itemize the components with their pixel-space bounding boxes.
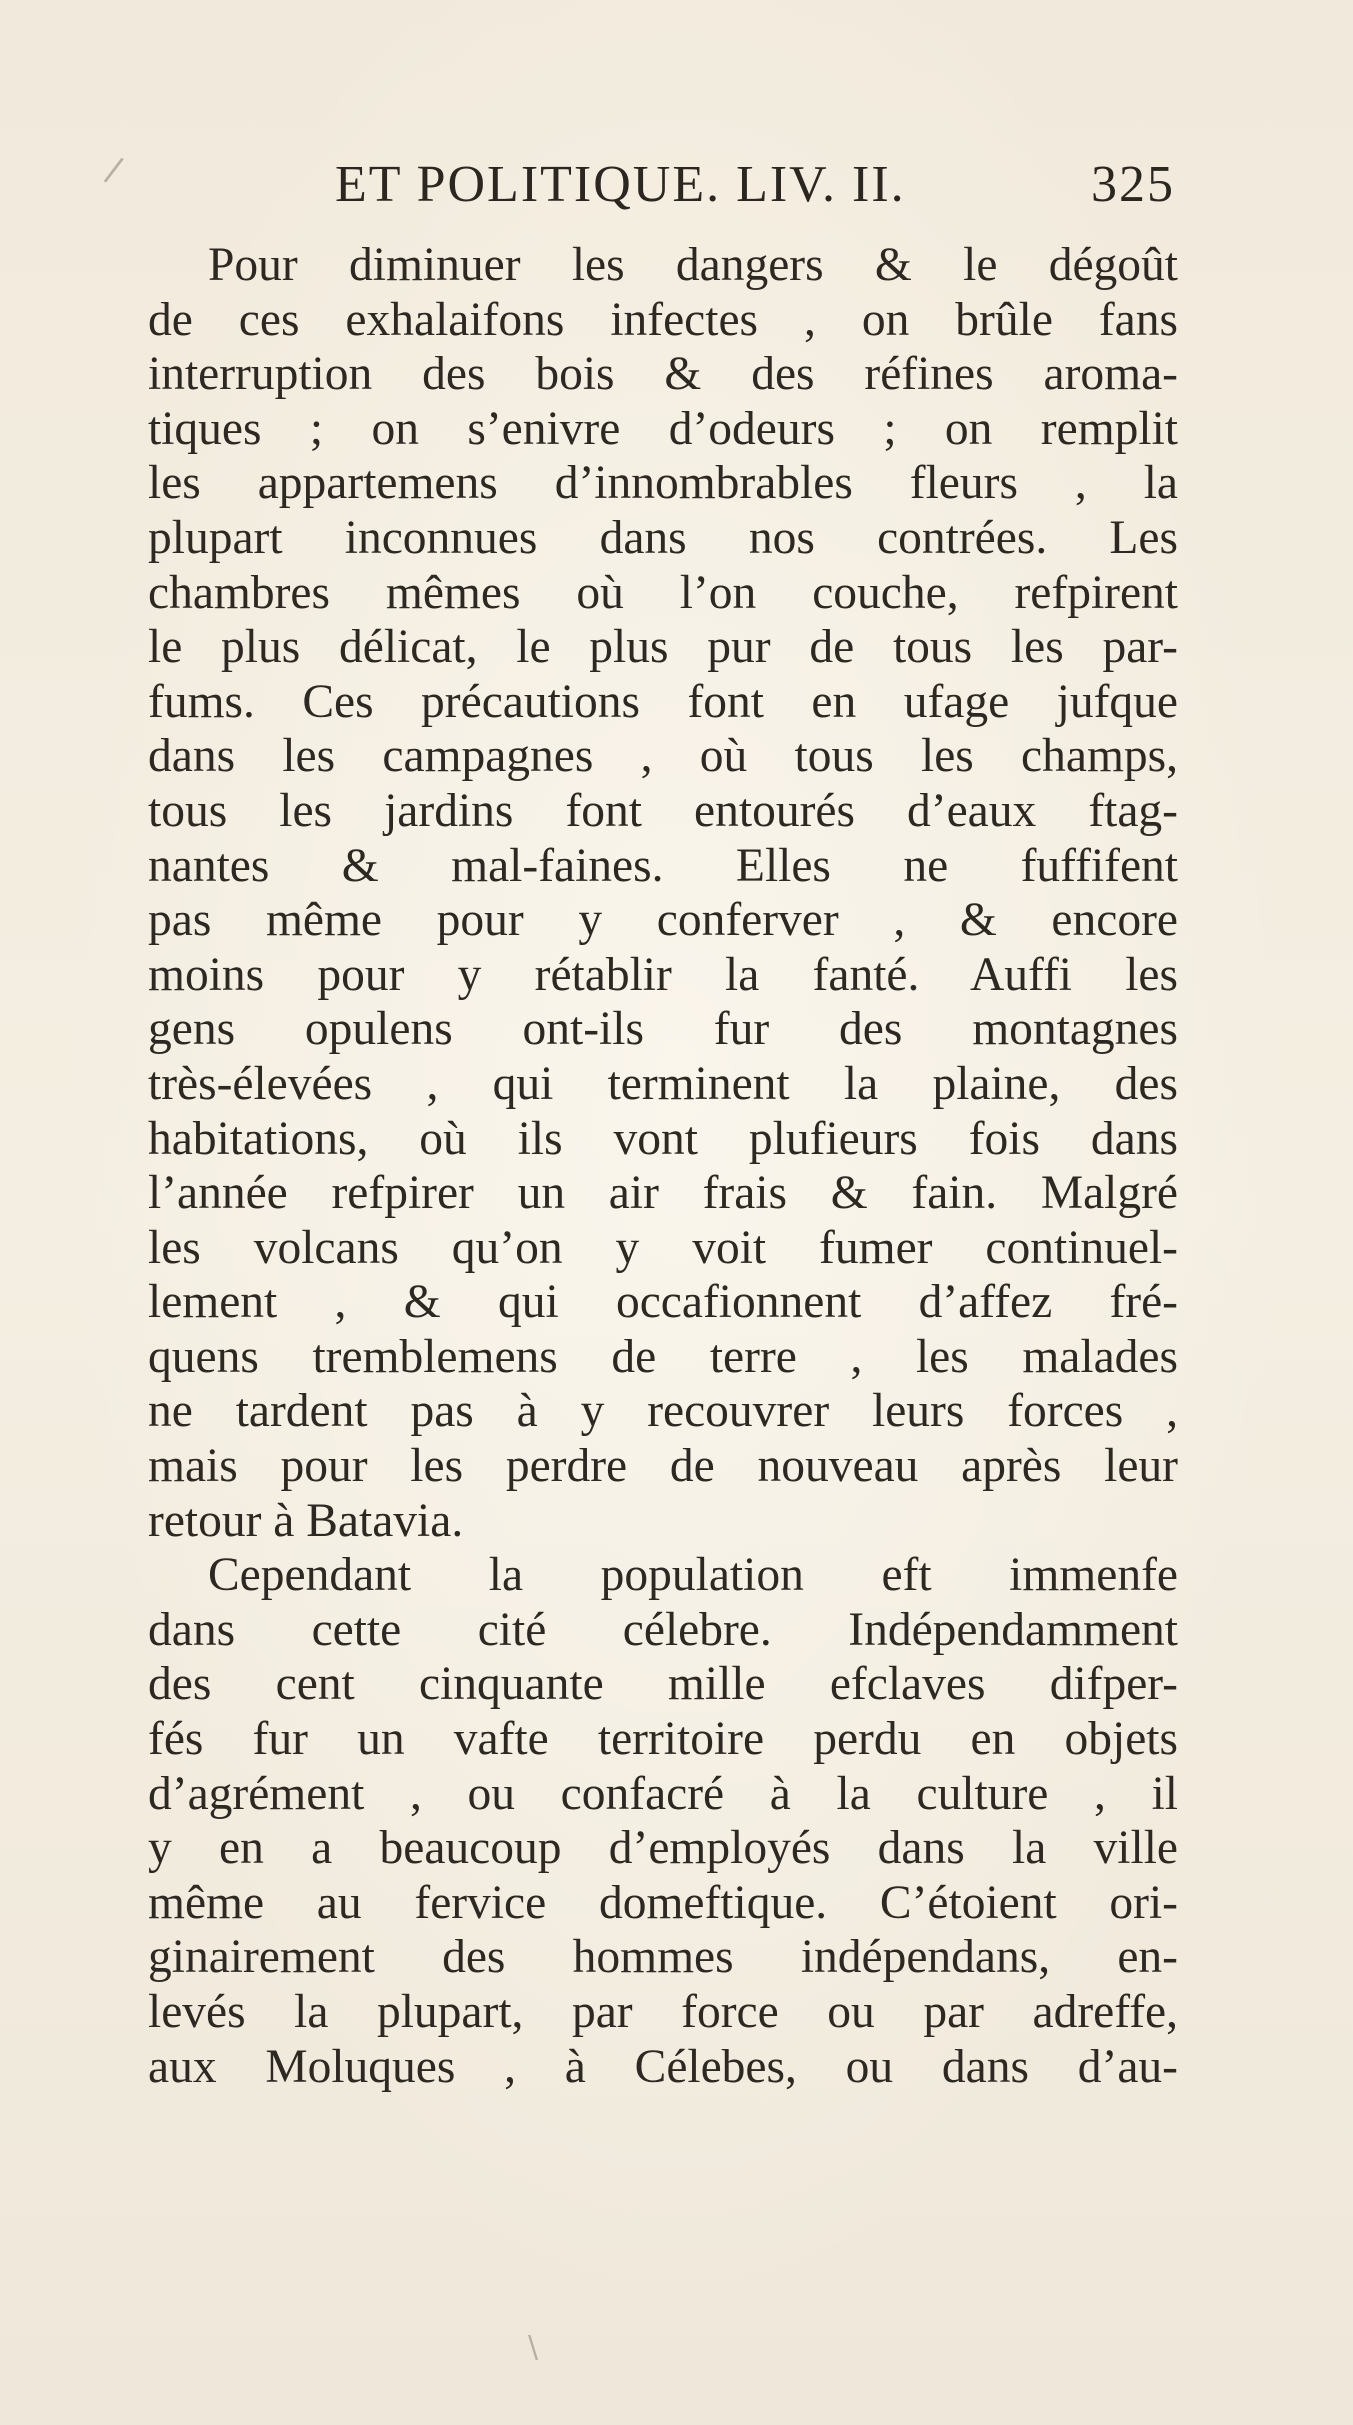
text-line: pas même pour y conferver , & encore — [148, 894, 1178, 947]
text-line: les appartemens d’innombrables fleurs , la — [148, 457, 1178, 510]
text-line: habitations, où ils vont plufieurs fois dans — [148, 1112, 1178, 1165]
text-line: lement , & qui occafionnent d’affez fré- — [148, 1276, 1178, 1329]
stray-mark-bottom: \ — [528, 2330, 539, 2365]
text-line: quens tremblemens de terre , les malades — [148, 1330, 1178, 1383]
text-line: gens opulens ont-ils fur des montagnes — [148, 1003, 1178, 1056]
text-line: très-élevées , qui terminent la plaine, des — [148, 1057, 1178, 1110]
text-line: ginairement des hommes indépendans, en- — [148, 1931, 1178, 1984]
text-line: plupart inconnues dans nos contrées. Les — [148, 511, 1178, 564]
text-line: Pour diminuer les dangers & le dégoût — [208, 239, 1178, 291]
text-line: interruption des bois & des réfines aroma- — [148, 348, 1178, 401]
text-line: ne tardent pas à y recouvrer leurs forces , — [148, 1385, 1178, 1438]
stray-mark-top: / — [101, 149, 126, 191]
text-line: retour à Batavia. — [148, 1494, 464, 1547]
text-line: aux Moluques , à Célebes, ou dans d’au- — [148, 2040, 1178, 2093]
text-line: le plus délicat, le plus pur de tous les par- — [148, 621, 1178, 674]
text-line: mais pour les perdre de nouveau après leur — [148, 1440, 1178, 1493]
text-line: tiques ; on s’enivre d’odeurs ; on remplit — [148, 402, 1178, 455]
text-line: des cent cinquante mille efclaves difper- — [148, 1658, 1178, 1711]
text-line: même au fervice domeftique. C’étoient ori- — [148, 1876, 1178, 1929]
text-line: de ces exhalaifons infectes , on brûle fans — [148, 293, 1178, 346]
text-line: d’agrément , ou confacré à la culture , il — [148, 1767, 1178, 1820]
text-line: l’année refpirer un air frais & fain. Malgré — [148, 1167, 1178, 1220]
text-line: Cependant la population eft immenfe — [208, 1549, 1178, 1602]
text-line: fums. Ces précautions font en ufage jufque — [148, 675, 1178, 728]
text-line: les volcans qu’on y voit fumer continuel- — [148, 1221, 1178, 1274]
running-head-title: ET POLITIQUE. LIV. II. — [335, 156, 906, 213]
text-line: levés la plupart, par force ou par adreffe, — [148, 1986, 1178, 2038]
text-line: dans cette cité célebre. Indépendamment — [148, 1603, 1178, 1656]
text-line: nantes & mal-faines. Elles ne fuffifent — [148, 839, 1178, 892]
body-text — [148, 238, 1178, 2094]
paragraph-2 — [148, 1548, 1178, 2094]
text-line: fés fur un vafte territoire perdu en objets — [148, 1713, 1178, 1766]
text-line: y en a beaucoup d’employés dans la ville — [148, 1822, 1178, 1875]
text-line: tous les jardins font entourés d’eaux ftag- — [148, 784, 1178, 837]
text-line: moins pour y rétablir la fanté. Auffi les — [148, 948, 1178, 1001]
paragraph-1 — [148, 238, 1178, 1548]
page-number: 325 — [1091, 156, 1175, 213]
text-line: chambres mêmes où l’on couche, refpirent — [148, 566, 1178, 619]
text-line: dans les campagnes , où tous les champs, — [148, 730, 1178, 783]
running-head — [335, 150, 1175, 220]
